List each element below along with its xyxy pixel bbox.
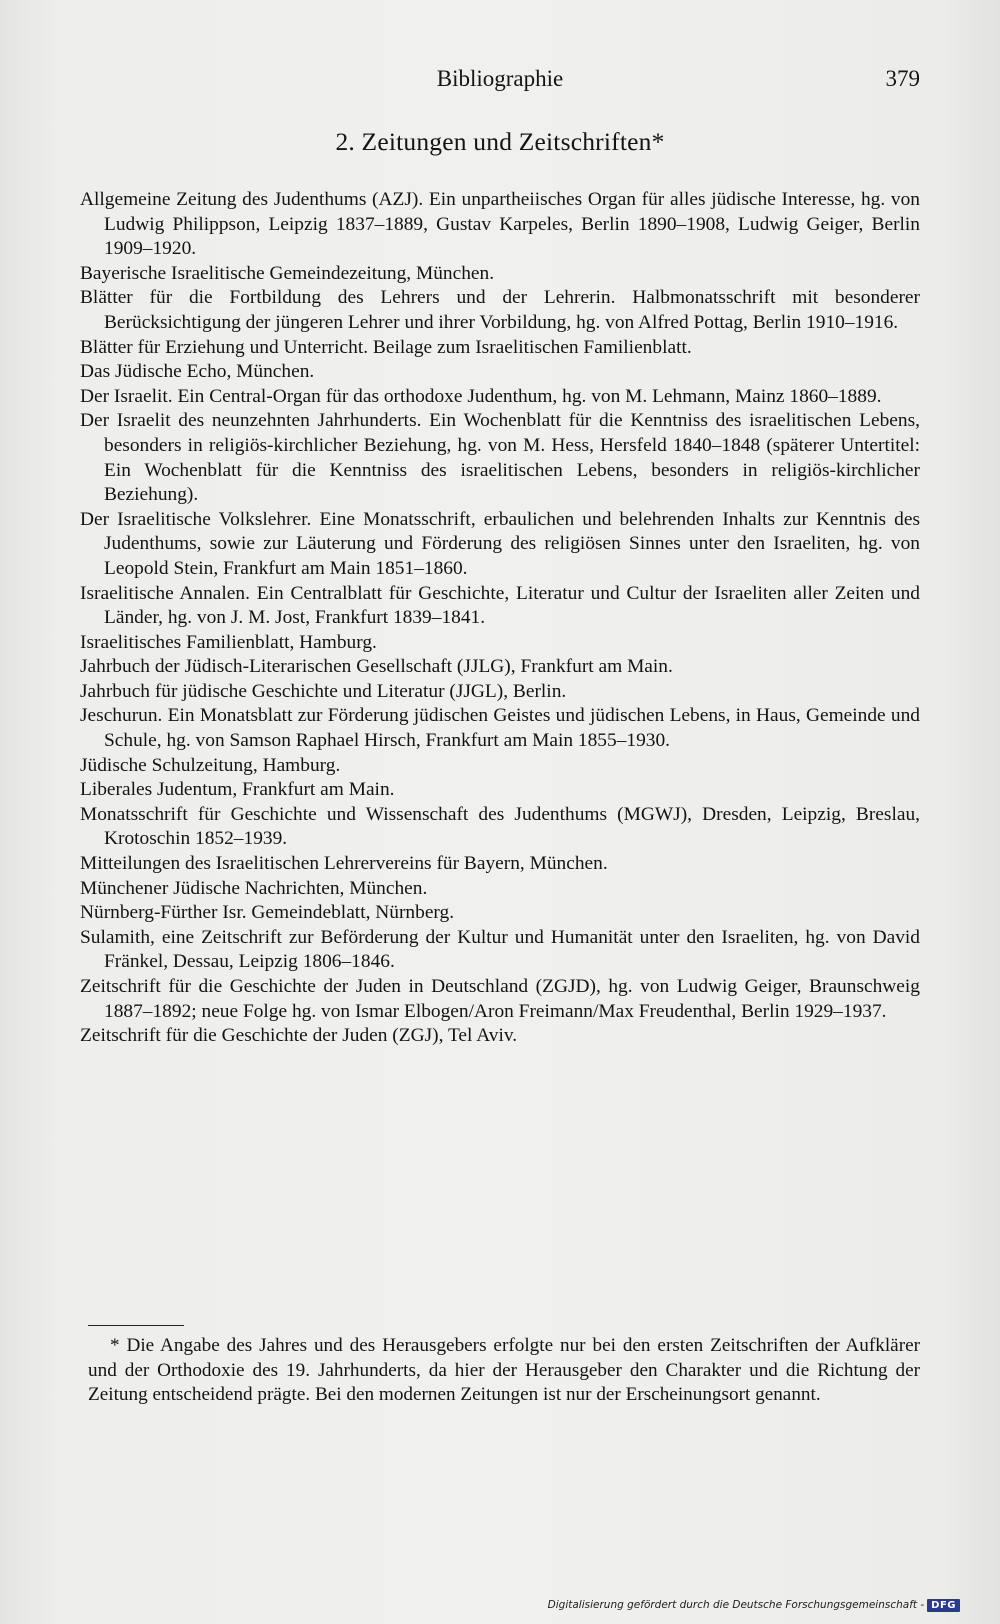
bibliography-entry: Jüdische Schulzeitung, Hamburg. (80, 754, 341, 776)
digitization-notice-text: Digitalisierung gefördert durch die Deutsche Forschungsgemeinschaft - (547, 1599, 925, 1611)
bibliography-entry: Bayerische Israelitische Gemeindezeitung, München. (80, 262, 495, 284)
bibliography-entry: Jeschurun. Ein Monatsblatt zur Förderung jüdischen Geistes und jüdischen Lebens, in Haus, Gemeinde und Schule, hg. von Samson Raphael Hirsch, Frankfurt am Main 1855–1930. (80, 705, 920, 752)
bibliography-entry: Sulamith, eine Zeitschrift zur Beförderung der Kultur und Humanität unter den Israeliten, hg. von David Fränkel, Dessau, Leipzig 1806–1846. (80, 926, 920, 973)
dfg-logo: DFG (927, 1599, 960, 1612)
footnote-divider (88, 1325, 184, 1326)
bibliography-entry: Der Israelit des neunzehnten Jahrhunderts. Ein Wochenblatt für die Kenntniss des israelitischen Lebens, besonders in religiös-kirchlicher Beziehung, hg. von M. Hess, Hersfeld 1840–1848 (späterer Untertitel: Ein Wochenblatt für die Kenntniss des israelitischen Lebens, besonders in religiös-kirchlicher Beziehung). (80, 410, 920, 506)
bibliography-entry: Israelitisches Familienblatt, Hamburg. (80, 631, 377, 653)
bibliography-entry: Zeitschrift für die Geschichte der Juden in Deutschland (ZGJD), hg. von Ludwig Geiger, Braunschweig 1887–1892; neue Folge hg. von Ismar Elbogen/Aron Freimann/Max Freudenthal, Berlin 1929–1937. (80, 976, 920, 1022)
bibliography-entry: Blätter für Erziehung und Unterricht. Beilage zum Israelitischen Familienblatt. (80, 336, 692, 358)
bibliography-entry: Der Israelitische Volkslehrer. Eine Monatsschrift, erbaulichen und belehrenden Inhalts zur Kenntnis des Judenthums, sowie zur Läuterung und Förderung des religiösen Sinnes unter den Israeliten, hg. von Leopold Stein, Frankfurt am Main 1851–1860. (80, 508, 920, 579)
bibliography-entry: Münchener Jüdische Nachrichten, München. (80, 877, 428, 899)
bibliography-entry: Der Israelit. Ein Central-Organ für das orthodoxe Judenthum, hg. von M. Lehmann, Mainz 1860–1889. (80, 385, 882, 407)
bibliography-entry: Zeitschrift für die Geschichte der Juden (ZGJ), Tel Aviv. (80, 1025, 518, 1047)
bibliography-entry: Jahrbuch der Jüdisch-Literarischen Gesellschaft (JJLG), Frankfurt am Main. (80, 656, 673, 678)
running-title: Bibliographie (436, 66, 564, 91)
digitization-notice (548, 1596, 960, 1614)
section-title: 2. Zeitungen und Zeitschriften* (335, 127, 665, 156)
bibliography-entry: Das Jüdische Echo, München. (80, 361, 315, 383)
bibliography-entry: Monatsschrift für Geschichte und Wissenschaft des Judenthums (MGWJ), Dresden, Leipzig, Breslau, Krotoschin 1852–1939. (80, 803, 920, 850)
bibliography-list (80, 188, 920, 1049)
running-head (80, 62, 920, 96)
bibliography-entry: Allgemeine Zeitung des Judenthums (AZJ). Ein unpartheiisches Organ für alles jüdische Interesse, hg. von Ludwig Philippson, Leipzig 1837–1889, Gustav Karpeles, Berlin 1890–1908, Ludwig Geiger, Berlin 1909–1920. (80, 189, 920, 260)
bibliography-entry: Jahrbuch für jüdische Geschichte und Literatur (JJGL), Berlin. (80, 680, 567, 702)
bibliography-entry: Blätter für die Fortbildung des Lehrers und der Lehrerin. Halbmonatsschrift mit besonderer Berücksichtigung der jüngeren Lehrer und ihrer Vorbildung, hg. von Alfred Pottag, Berlin 1910–1916. (80, 287, 920, 333)
bibliography-entry: Nürnberg-Fürther Isr. Gemeindeblatt, Nürnberg. (80, 902, 455, 924)
bibliography-entry: Mitteilungen des Israelitischen Lehrervereins für Bayern, München. (80, 853, 608, 875)
bibliography-entry: Israelitische Annalen. Ein Centralblatt für Geschichte, Literatur und Cultur der Israeliten aller Zeiten und Länder, hg. von J. M. Jost, Frankfurt 1839–1841. (80, 582, 920, 629)
bibliography-entry: Liberales Judentum, Frankfurt am Main. (80, 779, 395, 801)
page-number: 379 (885, 66, 920, 91)
footnote: * Die Angabe des Jahres und des Herausgebers erfolgte nur bei den ersten Zeitschriften der Aufklärer und der Orthodoxie des 19. Jahrhunderts, da hier der Herausgeber den Charakter und die Richtung der Zeitung entscheidend prägte. Bei den modernen Zeitungen ist nur der Erscheinungsort genannt. (88, 1335, 920, 1406)
